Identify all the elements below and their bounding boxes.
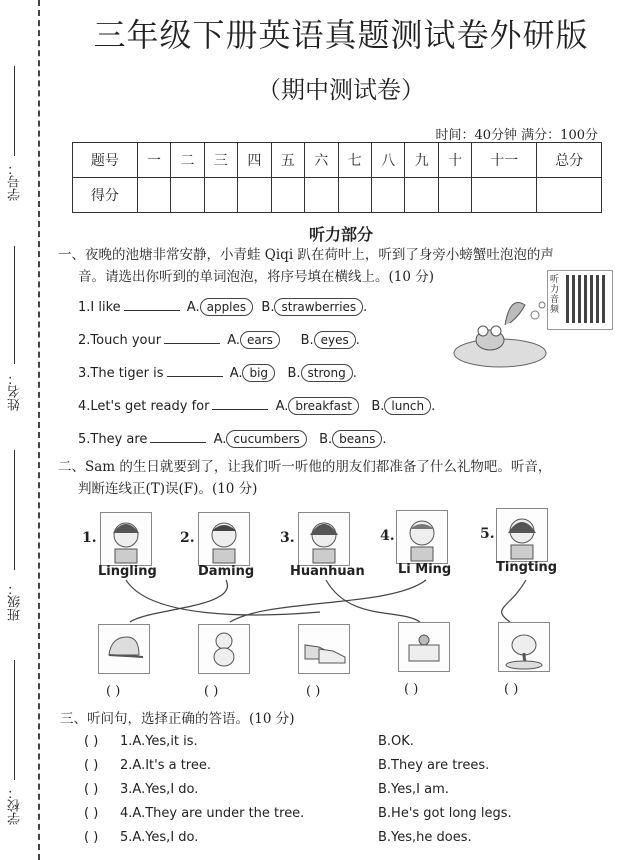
score-cell: 一 (137, 143, 170, 178)
person-name: Lingling (98, 564, 157, 579)
section3-option-b: B.OK. (378, 734, 414, 749)
option-a-label: A. (227, 333, 241, 348)
binding-dashed-line (38, 0, 40, 860)
section2-instruction-line1: 二、Sam 的生日就要到了，让我们听一听他的朋友们都准备了什么礼物吧。听音， (58, 459, 552, 475)
option-a-label: A. (213, 432, 227, 447)
answer-paren[interactable]: ( ) (106, 684, 121, 699)
person-number: 1. (82, 530, 97, 546)
person-name: Daming (198, 564, 255, 579)
score-input-cell[interactable] (171, 178, 204, 213)
qr-label: 听力音频 (550, 275, 560, 315)
qr-code-box[interactable] (547, 270, 613, 330)
section3-option-a: 4.A.They are under the tree. (120, 806, 305, 821)
score-input-cell[interactable] (405, 178, 438, 213)
person-name: Huanhuan (290, 564, 365, 579)
section3-option-a: 5.A.Yes,I do. (120, 830, 199, 845)
option-b-label: B. (261, 300, 275, 315)
section1-item-5 (78, 430, 386, 448)
frog-on-lily-pad-icon (450, 285, 550, 375)
cake-icon (398, 622, 450, 672)
section1-instruction-line1: 一、夜晚的池塘非常安静，小青蛙 Qiqi 趴在荷叶上，听到了身旁小螃蟹吐泡泡的声 (58, 247, 554, 263)
option-a-bubble: cucumbers (226, 430, 306, 448)
item-end: . (382, 432, 387, 447)
item-end: . (352, 366, 357, 381)
answer-blank[interactable] (212, 397, 268, 410)
school-label: 学校： (8, 786, 23, 826)
section3-option-b: B.Yes,he does. (378, 830, 472, 845)
section3-paren[interactable]: ( ) (84, 758, 99, 773)
section3-option-b: B.Yes,I am. (378, 782, 449, 797)
section1-item-3 (78, 364, 357, 382)
score-row-label: 得分 (73, 178, 138, 213)
answer-blank[interactable] (124, 298, 180, 311)
section3-paren[interactable]: ( ) (84, 830, 99, 845)
option-b-bubble: eyes (314, 331, 356, 349)
section1-item-4 (78, 397, 435, 415)
item-end: . (431, 399, 436, 414)
page-subtitle: （期中测试卷） (257, 76, 425, 104)
qr-code-icon (566, 275, 608, 323)
score-input-cell[interactable] (137, 178, 170, 213)
option-a-bubble: big (242, 364, 275, 382)
score-table-header-row (73, 143, 602, 178)
score-input-cell[interactable] (537, 178, 602, 213)
matching-lines (90, 578, 560, 624)
item-stem: 2.Touch your (78, 333, 162, 348)
person-number: 3. (280, 530, 295, 546)
section3-option-a: 2.A.It's a tree. (120, 758, 211, 773)
answer-paren[interactable]: ( ) (306, 684, 321, 699)
option-a-label: A. (229, 366, 243, 381)
class-line (14, 450, 15, 570)
option-a-bubble: breakfast (288, 397, 359, 415)
score-cell: 十一 (472, 143, 537, 178)
girl-portrait-icon (100, 512, 152, 566)
score-cell: 六 (305, 143, 338, 178)
person-number: 4. (380, 528, 395, 544)
page-title: 三年级下册英语真题测试卷外研版 (93, 16, 589, 54)
school-line (14, 660, 15, 780)
girl-portrait-icon (496, 508, 548, 562)
section2-instruction (58, 456, 618, 500)
section3-paren[interactable]: ( ) (84, 734, 99, 749)
section2-instruction-line2: 判断连线正(T)误(F)。(10 分) (78, 481, 258, 497)
answer-paren[interactable]: ( ) (204, 684, 219, 699)
answer-paren[interactable]: ( ) (504, 682, 519, 697)
answer-blank[interactable] (164, 331, 220, 344)
girl-portrait-icon (298, 512, 350, 566)
option-a-bubble: ears (240, 331, 280, 349)
section1-item-1 (78, 298, 367, 316)
section3-option-a: 1.A.Yes,it is. (120, 734, 198, 749)
score-input-cell[interactable] (271, 178, 304, 213)
option-b-label: B. (287, 366, 301, 381)
time-score-info: 时间：40分钟 满分：100分 (435, 128, 598, 143)
option-b-label: B. (371, 399, 385, 414)
option-b-bubble: lunch (384, 397, 431, 415)
score-cell: 二 (171, 143, 204, 178)
score-table (72, 142, 602, 213)
section3-paren[interactable]: ( ) (84, 782, 99, 797)
score-input-cell[interactable] (472, 178, 537, 213)
answer-blank[interactable] (150, 430, 206, 443)
item-stem: 3.The tiger is (78, 366, 164, 381)
item-stem: 4.Let's get ready for (78, 399, 210, 414)
person-number: 2. (180, 530, 195, 546)
score-cell: 九 (405, 143, 438, 178)
option-b-label: B. (300, 333, 314, 348)
score-cell: 总分 (537, 143, 602, 178)
name-label: 姓名： (8, 372, 23, 412)
option-a-label: A. (275, 399, 289, 414)
answer-paren[interactable]: ( ) (404, 682, 419, 697)
elephant-toy-icon (498, 622, 550, 672)
score-cell: 五 (271, 143, 304, 178)
section3-option-b: B.They are trees. (378, 758, 490, 773)
score-cell: 十 (438, 143, 471, 178)
option-b-bubble: strawberries (274, 298, 363, 316)
section3-instruction: 三、听问句，选择正确的答语。(10 分) (60, 711, 295, 727)
score-cell: 题号 (73, 143, 138, 178)
item-stem: 5.They are (78, 432, 148, 447)
section3-paren[interactable]: ( ) (84, 806, 99, 821)
score-input-cell[interactable] (372, 178, 405, 213)
section1-instruction (58, 244, 618, 288)
option-b-label: B. (319, 432, 333, 447)
boy-portrait-icon (198, 512, 250, 566)
score-input-cell[interactable] (438, 178, 471, 213)
option-b-bubble: strong (301, 364, 353, 382)
listening-section-title: 听力部分 (308, 225, 373, 244)
person-name: Li Ming (398, 562, 452, 577)
toy-dog-icon (198, 624, 250, 674)
item-end: . (363, 300, 368, 315)
shoes-icon (298, 624, 350, 674)
section1-item-2 (78, 331, 360, 349)
score-cell: 三 (204, 143, 237, 178)
student-no-line (14, 66, 15, 156)
score-input-cell[interactable] (305, 178, 338, 213)
section3-option-b: B.He's got long legs. (378, 806, 512, 821)
section1-instruction-line2: 音。请选出你听到的单词泡泡，将序号填在横线上。(10 分) (78, 269, 435, 285)
cap-icon (98, 624, 150, 674)
name-line (14, 246, 15, 364)
class-label: 班级： (8, 582, 23, 622)
student-no-label: 学号： (8, 162, 23, 202)
score-input-cell[interactable] (238, 178, 271, 213)
score-cell: 四 (238, 143, 271, 178)
boy-portrait-icon (396, 510, 448, 564)
option-a-label: A. (186, 300, 200, 315)
answer-blank[interactable] (167, 364, 223, 377)
option-b-bubble: beans (332, 430, 382, 448)
score-cell: 七 (338, 143, 371, 178)
person-number: 5. (480, 526, 495, 542)
option-a-bubble: apples (200, 298, 254, 316)
score-input-cell[interactable] (204, 178, 237, 213)
score-cell: 八 (372, 143, 405, 178)
section3-option-a: 3.A.Yes,I do. (120, 782, 199, 797)
score-input-cell[interactable] (338, 178, 371, 213)
item-stem: 1.I like (78, 300, 121, 315)
score-table-score-row (73, 178, 602, 213)
person-name: Tingting (496, 560, 558, 575)
item-end: . (355, 333, 360, 348)
